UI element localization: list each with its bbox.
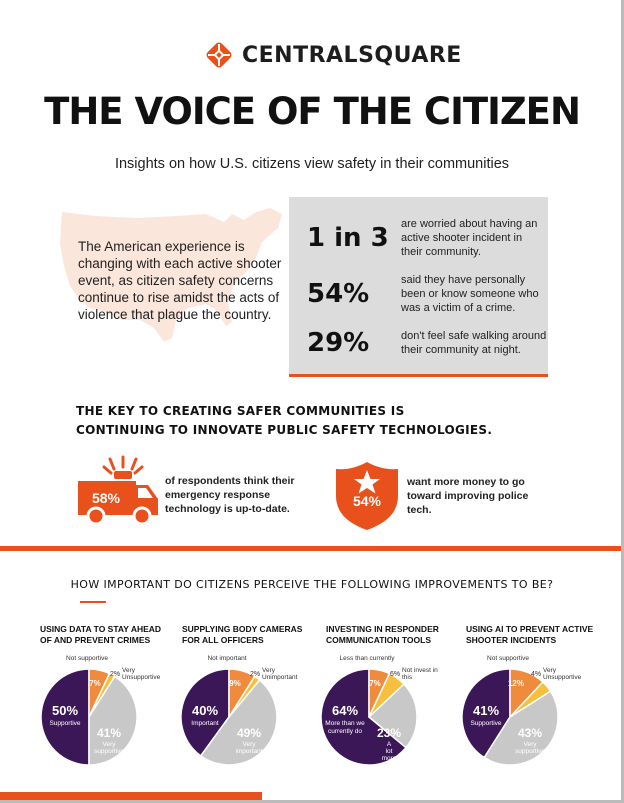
pie-slice-value: 7% (369, 679, 381, 688)
stats-panel (289, 197, 548, 377)
truck-text: of respondents think their emergency response technology is up-to-date. (165, 475, 295, 515)
section-divider (0, 546, 621, 551)
pie-slice-label: Unimportant (262, 674, 298, 681)
pie-slice-value: 6% (389, 671, 401, 678)
pie-slice-value: 40% (191, 703, 219, 718)
pie-slice-label: Supportive (470, 720, 502, 727)
pie-slice-value: 9% (229, 679, 241, 688)
pie-slice-label: A (386, 741, 392, 748)
pie-slice-label: Less than currently (339, 655, 395, 662)
pie-slice-label: Important (191, 720, 219, 727)
intro-text: The American experience is changing with each active shooter event, as citizen safety concerns continue to rise amidst the acts of violence that plague the country. (78, 239, 282, 322)
stat-text: are worried about having an active shooter incident in their community. (401, 218, 538, 258)
key-heading: THE KEY TO CREATING SAFER COMMUNITIES IS CONTINUING TO INNOVATE PUBLIC SAFETY TECHNOLOGIES. (76, 404, 493, 437)
pie-slice-label: Unsupportive (543, 674, 582, 681)
brand-name: CENTRALSQUARE (242, 42, 462, 68)
pie-title: INVESTING IN RESPONDER COMMUNICATION TOOLS (326, 624, 439, 645)
pie-slice-label: Not supportive (66, 655, 108, 662)
stat-value: 54% (307, 279, 370, 309)
pie-slice-value: 2% (109, 671, 121, 678)
pie-slice-label: Not invest in (402, 667, 438, 674)
stat-text: don't feel safe walking around their community at night. (401, 330, 547, 356)
pie-slice-value: 4% (530, 671, 542, 678)
pie-slice-label: supportive (94, 748, 124, 755)
badge-text: want more money to go toward improving police tech. (407, 476, 529, 516)
pie-slice-label: currently do (328, 728, 362, 735)
pie-slice-label: more (381, 755, 397, 762)
stat-row (307, 217, 541, 259)
pie-title: USING AI TO PREVENT ACTIVE SHOOTER INCIDENTS (466, 624, 594, 645)
pie-slice-label: important (235, 748, 263, 755)
pie-slice-value: 23% (376, 726, 402, 740)
pie-slice-label: Very (543, 667, 557, 674)
stat-text: said they have personally been or know someone who was a victim of a crime. (401, 274, 539, 314)
pie-slice-label: Unsupportive (122, 674, 161, 681)
pie-slice-label: this (402, 674, 413, 681)
page-subtitle: Insights on how U.S. citizens view safety in their communities (114, 156, 510, 172)
heading-accent-rule (80, 601, 106, 603)
pie-slice-label: lot (385, 748, 393, 755)
pie-title: USING DATA TO STAY AHEAD OF AND PREVENT CRIMES (40, 624, 162, 645)
truck-percentage: 58% (91, 490, 121, 506)
pie-slice-value: 41% (472, 703, 500, 718)
pie-slice-label: Very (523, 741, 537, 748)
stat-row (307, 273, 541, 315)
stat-value: 1 in 3 (307, 223, 389, 253)
pie-slice-label: Not supportive (487, 655, 529, 662)
stat-value: 29% (307, 328, 370, 358)
pie-slice-value: 41% (96, 726, 122, 740)
pie-slice-label: Very (242, 741, 256, 748)
pie-slice-value: 2% (249, 671, 261, 678)
brand-logo (204, 40, 462, 70)
pie-slice-label: Very (122, 667, 136, 674)
stat-row (307, 328, 551, 358)
pie-slice-value: 7% (89, 679, 101, 688)
footer-accent-bar (0, 792, 262, 800)
pie-slice-label: Supportive (49, 720, 81, 727)
pie-slice-label: More than we (325, 720, 365, 727)
pie-slice-value: 49% (236, 726, 262, 740)
pie-charts (0, 650, 624, 800)
page-title: THE VOICE OF THE CITIZEN (44, 90, 580, 133)
improvements-heading: HOW IMPORTANT DO CITIZENS PERCEIVE THE FOLLOWING IMPROVEMENTS TO BE? (70, 578, 554, 591)
badge-percentage: 54% (352, 493, 382, 509)
pie-title: SUPPLYING BODY CAMERAS FOR ALL OFFICERS (182, 624, 303, 645)
pie-slice-value: 43% (517, 726, 543, 740)
centralsquare-logo-icon (204, 40, 234, 70)
pie-slice-label: supportive (515, 748, 545, 755)
pie-slice-label: Very (262, 667, 276, 674)
pie-slice-value: 50% (51, 703, 79, 718)
pie-slice-label: Not important (207, 655, 247, 662)
pie-slice-value: 12% (507, 679, 525, 688)
pie-slice-value: 64% (331, 703, 359, 718)
pie-slice-label: Very (102, 741, 116, 748)
